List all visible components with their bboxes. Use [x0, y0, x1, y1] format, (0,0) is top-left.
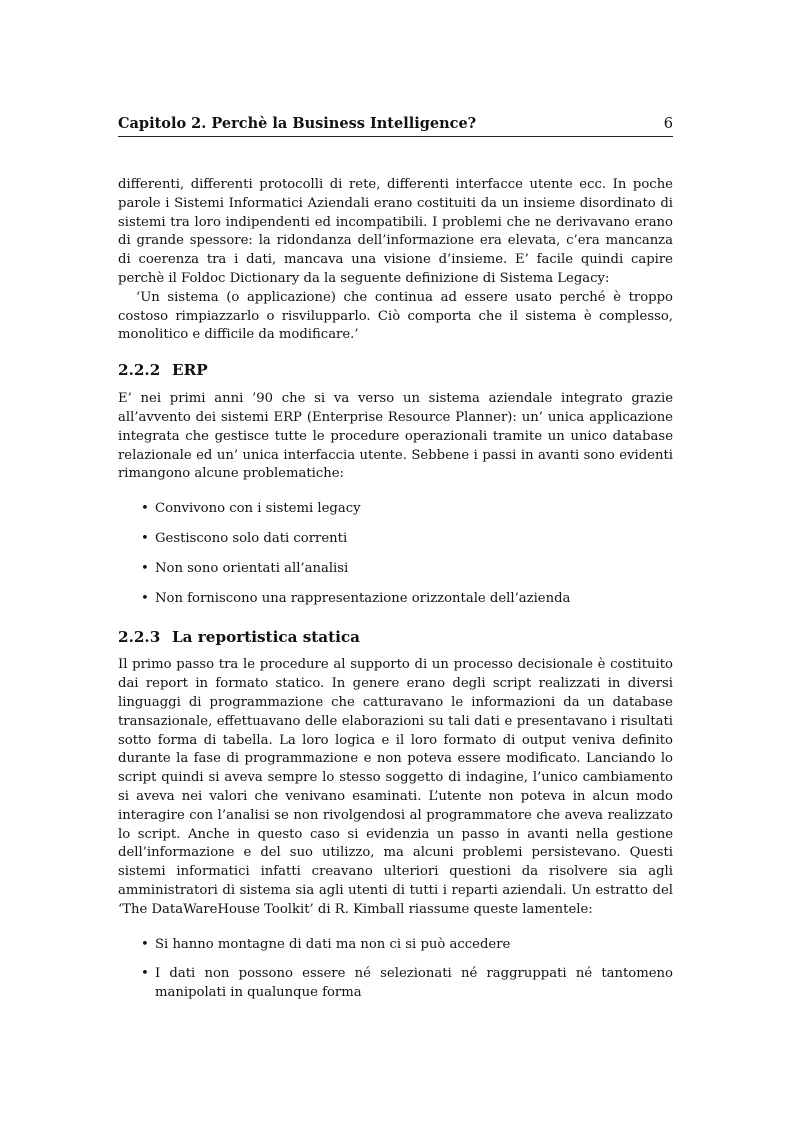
- bullet-icon: •: [141, 560, 149, 576]
- list-item-text: Gestiscono solo dati correnti: [155, 530, 348, 546]
- legacy-definition-quote: ‘Un sistema (o applicazione) che continua ad essere usato perché è troppo costoso rimpiazzarlo o risvilupparlo. Ciò comporta che il sistema è complesso, monolitico e difficile da modificare.’: [118, 289, 673, 343]
- section-heading-erp: [118, 360, 673, 380]
- bullet-icon: •: [141, 530, 149, 546]
- list-item: [118, 500, 673, 519]
- list-item-text: Non forniscono una rappresentazione orizzontale dell’azienda: [155, 590, 571, 606]
- bullet-icon: •: [141, 501, 149, 517]
- page-body: [118, 176, 673, 1003]
- paragraph: differenti, differenti protocolli di rete, differenti interfacce utente ecc. In poche parole i Sistemi Informatici Aziendali erano costituiti da un insieme disordinato di sistemi tra loro indipendenti ed incompatibili. I problemi che ne derivavano erano di grande spessore: la ridondanza dell’informazione era elevata, c’era mancanza di coerenza tra i dati, mancava una visione d’insieme. E’ facile quindi capire perchè il Foldoc Dictionary da la seguente definizione di Sistema Legacy:: [118, 177, 673, 286]
- document-page: [118, 115, 673, 1003]
- list-item-text: Non sono orientati all’analisi: [155, 560, 349, 576]
- list-item: [118, 965, 673, 1003]
- list-item: [118, 590, 673, 609]
- section-number: 2.2.3: [118, 628, 161, 647]
- section-title: La reportistica statica: [172, 628, 360, 647]
- section-title: ERP: [172, 361, 208, 380]
- list-item: [118, 530, 673, 549]
- paragraph: Il primo passo tra le procedure al supporto di un processo decisionale è costituito dai report in formato statico. In genere erano degli script realizzati in diversi linguaggi di programmazione che catturavano le informazioni da un database transazionale, effettuavano delle elaborazioni su tali dati e presentavano i risultati sotto forma di tabella. La loro logica e il loro formato di output veniva definito durante la fase di programmazione e non poteva essere modificato. Lanciando lo script quindi si aveva sempre lo stesso soggetto di indagine, l’unico cambiamento si aveva nei valori che venivano esaminati. L’utente non poteva in alcun modo interagire con l’analisi se non rivolgendosi al programmatore che aveva realizzato lo script. Anche in questo caso si evidenzia un passo in avanti nella gestione dell’informazione e del suo utilizzo, ma alcuni problemi persistevano. Questi sistemi informatici infatti creavano ulteriori questioni da risolvere sia agli amministratori di sistema sia agli utenti di tutti i reparti aziendali. Un estratto del ‘The DataWareHouse Toolkit’ di R. Kimball riassume queste lamentele:: [118, 657, 673, 917]
- bullet-icon: •: [141, 966, 149, 982]
- page-number: 6: [663, 116, 673, 132]
- bullet-icon: •: [141, 590, 149, 606]
- section-heading-reporting: [118, 627, 673, 647]
- bullet-icon: •: [141, 936, 149, 952]
- list-item-text: I dati non possono essere né selezionati né raggruppati né tantomeno manipolati in qualunque forma: [155, 966, 673, 1001]
- erp-problem-list: [118, 500, 673, 608]
- kimball-complaints-list: [118, 936, 673, 1003]
- paragraph: E’ nei primi anni ’90 che si va verso un sistema aziendale integrato grazie all’avvento dei sistemi ERP (Enterprise Resource Planner): un’ unica applicazione integrata che gestisce tutte le procedure operazionali tramite un unico database relazionale ed un’ unica interfaccia utente. Sebbene i passi in avanti sono evidenti rimangono alcune problematiche:: [118, 391, 673, 482]
- list-item: [118, 560, 673, 579]
- running-header: [118, 115, 673, 137]
- list-item-text: Si hanno montagne di dati ma non ci si può accedere: [155, 936, 511, 952]
- chapter-title: Capitolo 2. Perchè la Business Intelligence?: [118, 115, 477, 132]
- list-item: [118, 936, 673, 955]
- list-item-text: Convivono con i sistemi legacy: [155, 501, 361, 517]
- section-number: 2.2.2: [118, 361, 161, 380]
